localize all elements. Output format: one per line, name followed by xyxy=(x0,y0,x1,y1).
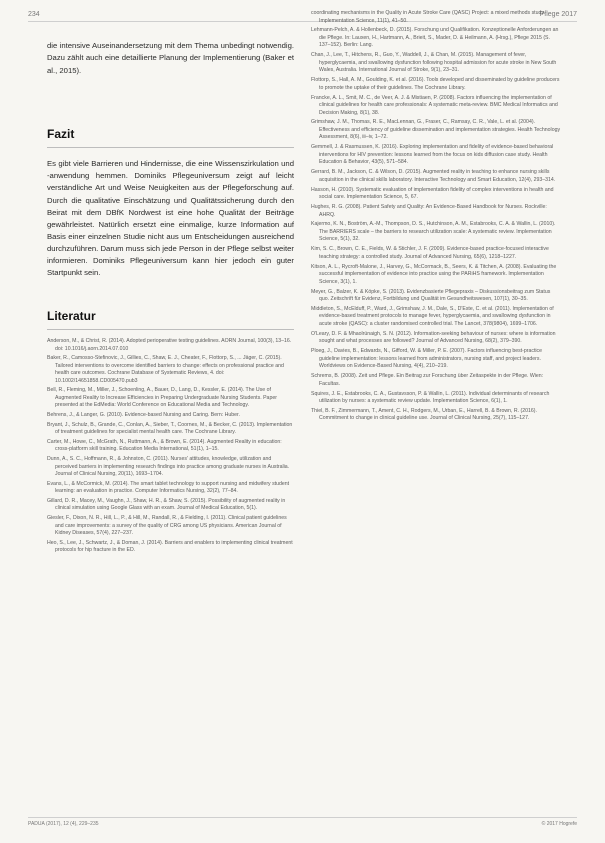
page-number: 234 xyxy=(28,10,40,18)
reference-list-right xyxy=(311,10,561,423)
right-column xyxy=(311,10,561,810)
reference-item: Dunn, A., S. C., Hoffmann, R., & Johnston, C. (2011). Nurses' attitudes, knowledge, utilization and perceived barriers in implementing research findings into practice among graduate nurses in Australia. Journal of Clinical Nursing, 20(11), 1693–1704. xyxy=(47,456,290,477)
literatur-heading: Literatur xyxy=(47,309,96,324)
left-column xyxy=(47,40,294,810)
reference-item: Gemmell, J. & Rasmussen, K. (2016). Exploring implementation and fidelity of evidence-based behavioral interventions for HIV prevention: lessons learned from the focus on kids diffusion case study. Health Education & Behavior, 43(5), 571–584. xyxy=(311,144,554,166)
reference-item: Francke, A. L., Smit, M. C., de Veer, A. J. & Mistiaen, P. (2008). Factors influencing the implementation of clinical guidelines for health care professionals: A systematic meta-review. BMC Medical Informatics and Decision Making, 8(1), 38. xyxy=(311,94,558,116)
reference-item: Kitson, A. L., Rycroft-Malone, J., Harvey, G., McCormack, B., Seers, K. & Titchen, A. (2008). Evaluating the successful implementation of evidence into practice using the PARiHS framework. Implementation Science, 3(1), 1. xyxy=(311,263,557,285)
reference-item: Carter, M., Howe, C., McGrath, N., Ruttmann, A., & Brown, E. (2014). Augmented Reality in education: cross-platform skill training. Education Media International, 51(1), 1–15. xyxy=(47,438,282,453)
page-footer xyxy=(28,817,577,831)
reference-item: Gillard, D. R., Macey, M., Vaughn, J., Shaw, H. R., & Shaw, S. (2015). Possibility of augmented reality in clinical simulation using Google Glass with an exam. Journal of Medical Education, 5(1). xyxy=(47,498,286,512)
journal-name: Pflege 2017 xyxy=(539,10,577,18)
footer-citation: PADUA (2017), 12 (4), 229–235 xyxy=(28,821,99,827)
reference-item: Evans, L., & McCormick, M. (2014). The smart tablet technology to support nursing and midwifery student learning: an evaluation in practice. Computer Informatics Nursing, 32(2), 77–84. xyxy=(47,480,290,495)
reference-item: Flottorp, S., Hall, A. M., Goulding, K. et al. (2016). Tools developed and disseminated by guideline producers to promote the uptake of their guidelines. The Cochrane Library. xyxy=(311,77,560,91)
reference-item: Hasson, H. (2010). Systematic evaluation of implementation fidelity of complex interventions in health and social care. Implementation Science, 5, 67. xyxy=(311,186,554,201)
fazit-heading: Fazit xyxy=(47,127,75,142)
reference-item: Gerrard, B. M., Jackson, C. & Wilson, D. (2015). Augmented reality in teaching to enhance nursing skills acquisition in the clinical skills laboratory. Interactive Technology and Smart Education, 12(4), 293–314. xyxy=(311,169,556,183)
literatur-divider xyxy=(47,329,294,330)
reference-item: Ploeg, J., Davies, B., Edwards, N., Gifford, W. & Miller, P. E. (2007). Factors influencing best-practice guideline implementation: lessons learned from administrators, nursing staff, and project leaders. Worldviews on Evidence-Based Nursing, 4(4), 210–219. xyxy=(311,348,543,370)
reference-item: Bryant, J., Schulz, B., Grande, C., Conlan, A., Sieber, T., Coornes, M., & Becker, C. (2013). Implementation of treatment guidelines for specialist mental health care. The Cochrane Library. xyxy=(47,421,293,436)
fazit-divider xyxy=(47,147,294,148)
reference-item: Heo, S., Lee, J., Schwartz, J., & Doman, J. (2014). Barriers and enablers to implementing clinical treatment protocols for hip fracture in the ED. xyxy=(47,539,293,554)
reference-item: Schrems, B. (2008). Zeit und Pflege. Ein Beitrag zur Forschung über Zeitaspekte in der Pflege. Wien: Facultas. xyxy=(311,373,544,387)
reference-item: Grimshaw, J. M., Thomas, R. E., MacLennan, G., Fraser, C., Ramsay, C. R., Vale, L. et al. (2004). Effectiveness and efficiency of guideline dissemination and implementation strategies. Health Technology Assessment, 8(6), iii–iv, 1–72. xyxy=(311,119,561,141)
reference-list-left xyxy=(47,338,294,554)
reference-item: Meyer, G., Balzer, K. & Köpke, S. (2013). Evidenzbasierte Pflegepraxis – Diskussionsbeitrag zum Status quo. Zeitschrift für Evidenz, Fortbildung und Qualität im Gesundheitswesen, 107(1), 30–35. xyxy=(311,288,551,303)
reference-item: Squires, J. E., Estabrooks, C. A., Gustavsson, P. & Wallin, L. (2011). Individual determinants of research utilization by nurses: a systematic review update. Implementation Science, 6(1), 1. xyxy=(311,390,550,405)
reference-item: Middleton, S., McElduff, P., Ward, J., Grimshaw, J. M., Dale, S., D'Este, C. et al. (2011). Implementation of evidence-based treatment protocols to manage fever, hyperglycaemia, and swallowing dysfunction in acute stroke (QASC): a cluster randomised controlled trial. The Lancet, 378(9804), 1699–1706. xyxy=(311,305,554,327)
reference-item: Baker, R., Camosso-Stefinovic, J., Gillies, C., Shaw, E. J., Cheater, F., Flottorp, S., ... Jäger, C. (2015). Tailored interventions to overcome identified barriers to change: effects on professional practice and health care outcomes. Cochrane Database of Systematic Reviews, 4. doi: 10.1002/14651858.CD005470.pub3 xyxy=(47,355,284,384)
reference-item: Chan, J., Lee, T., Hitchens, R., Guo, Y., Waddell, J., & Chan, M. (2015). Management of fever, hyperglycaemia, and swallowing dysfunction following hospital admission for acute stroke in New South Wales, Australia. International Journal of Stroke, 9(1), 23–31. xyxy=(311,52,557,74)
reference-item: Hughes, R. G. (2008). Patient Safety and Quality: An Evidence-Based Handbook for Nurses. Rockville: AHRQ. xyxy=(311,204,547,218)
fazit-paragraph: Es gibt viele Barrieren und Hindernisse, die eine Wissenszirkulation und -anwendung hemmen. Dominiks Pflegeuniversum zeigt auf leicht verständliche Art und Weise Neuigkeiten aus der Pflegeforschung auf. Durch die qualitative Einschätzung und Qualitätssicherung durch den Beirat mit dem DBfK Nordwest ist eine hohe Qualität der Beiträge gewährleistet. Natürlich ersetzt eine einmalige, kurze Information auf Basis einer einzelnen Studie nicht aus um Entscheidungen ausreichend durchzuführen. Darum muss sich jede Person in der Pflege selbst weiter informieren. Dominiks Pflegeuniversum kann hier jedoch ein guter Startpunkt sein. xyxy=(47,159,294,278)
reference-item: Giesler, F., Dixon, N. R., Hill, L., P., & Hill, M., Randall, R., & Fielding, I. (2011). Clinical patient guidelines and care improvements: a survey of the quality of CRG among US physicians. American Journal of Kidney Diseases, 57(4), 227–237. xyxy=(47,515,287,537)
reference-item: Lehmann-Pelch, A. & Hollenbeck, D. (2015). Forschung und Qualifikation. Konzeptionelle Anforderungen an die Pflege. In: Lauxen, H., Hartmann, A., Brieit, S., Mader, D. & Heilmann, A. (Hrsg.), Pflege 2015 (S. 137–152). Berlin: Lang. xyxy=(311,27,559,49)
reference-item: Kim, S. C., Brown, C. E., Fields, W. & Stichler, J. F. (2009). Evidence-based practice-focused interactive teaching strategy: a controlled study. Journal of Advanced Nursing, 65(6), 1218–1227. xyxy=(311,246,549,260)
reference-item: coordinating mechanisms in the Quality in Acute Stroke Care (QASC) Project: a mixed methods study. Implementation Science, 11(1), 41–50. xyxy=(311,10,546,24)
reference-item: Bell, R., Fleming, M., Miller, J., Schoenling, A., Bauer, D., Lang, D., Kessler, E. (2014). The Use of Augmented Reality to Increase Efficiencies in Preparing Undergraduate Nursing Students. Paper presented at the EdMedia: World Conference on Educational Media and Technology. xyxy=(47,387,277,409)
footer-publisher: © 2017 Hogrefe xyxy=(541,821,577,827)
reference-item: Anderson, M., & Christ, R. (2014). Adopted perioperative testing guidelines. AORN Journal, 100(3), 13–16. doi: 10.1016/j.aorn.2014.07.010 xyxy=(47,338,292,352)
intro-paragraph: die intensive Auseinandersetzung mit dem Thema unbedingt notwendig. Dazu zählt auch eine detaillierte Planung der Implementierung (Baker et al., 2015). xyxy=(47,41,294,75)
reference-item: Kajermo, K. N., Boström, A.-M., Thompson, D. S., Hutchinson, A. M., Estabrooks, C. A. & Wallin, L. (2010). The BARRIERS scale – the barriers to research utilization scale: A systematic review. Implementation Science, 5(1), 32. xyxy=(311,221,556,243)
reference-item: O'Leary, D. F. & Mhaolrúnaigh, S. N. (2012). Information-seeking behaviour of nurses: where is information sought and what processes are followed? Journal of Advanced Nursing, 68(2), 379–390. xyxy=(311,330,556,345)
footer-rule xyxy=(28,817,577,818)
reference-item: Thiel, B. F., Zimmermann, T., Ament, C. H., Rodgers, M., Urban, E., Harrell, B. & Brown, R. (2016). Commitment to change in clinical guideline use. Journal of Clinical Nursing, 25(7), 115–127. xyxy=(311,407,537,422)
reference-item: Behrens, J., & Langer, G. (2010). Evidence-based Nursing and Caring. Bern: Huber. xyxy=(47,411,240,418)
